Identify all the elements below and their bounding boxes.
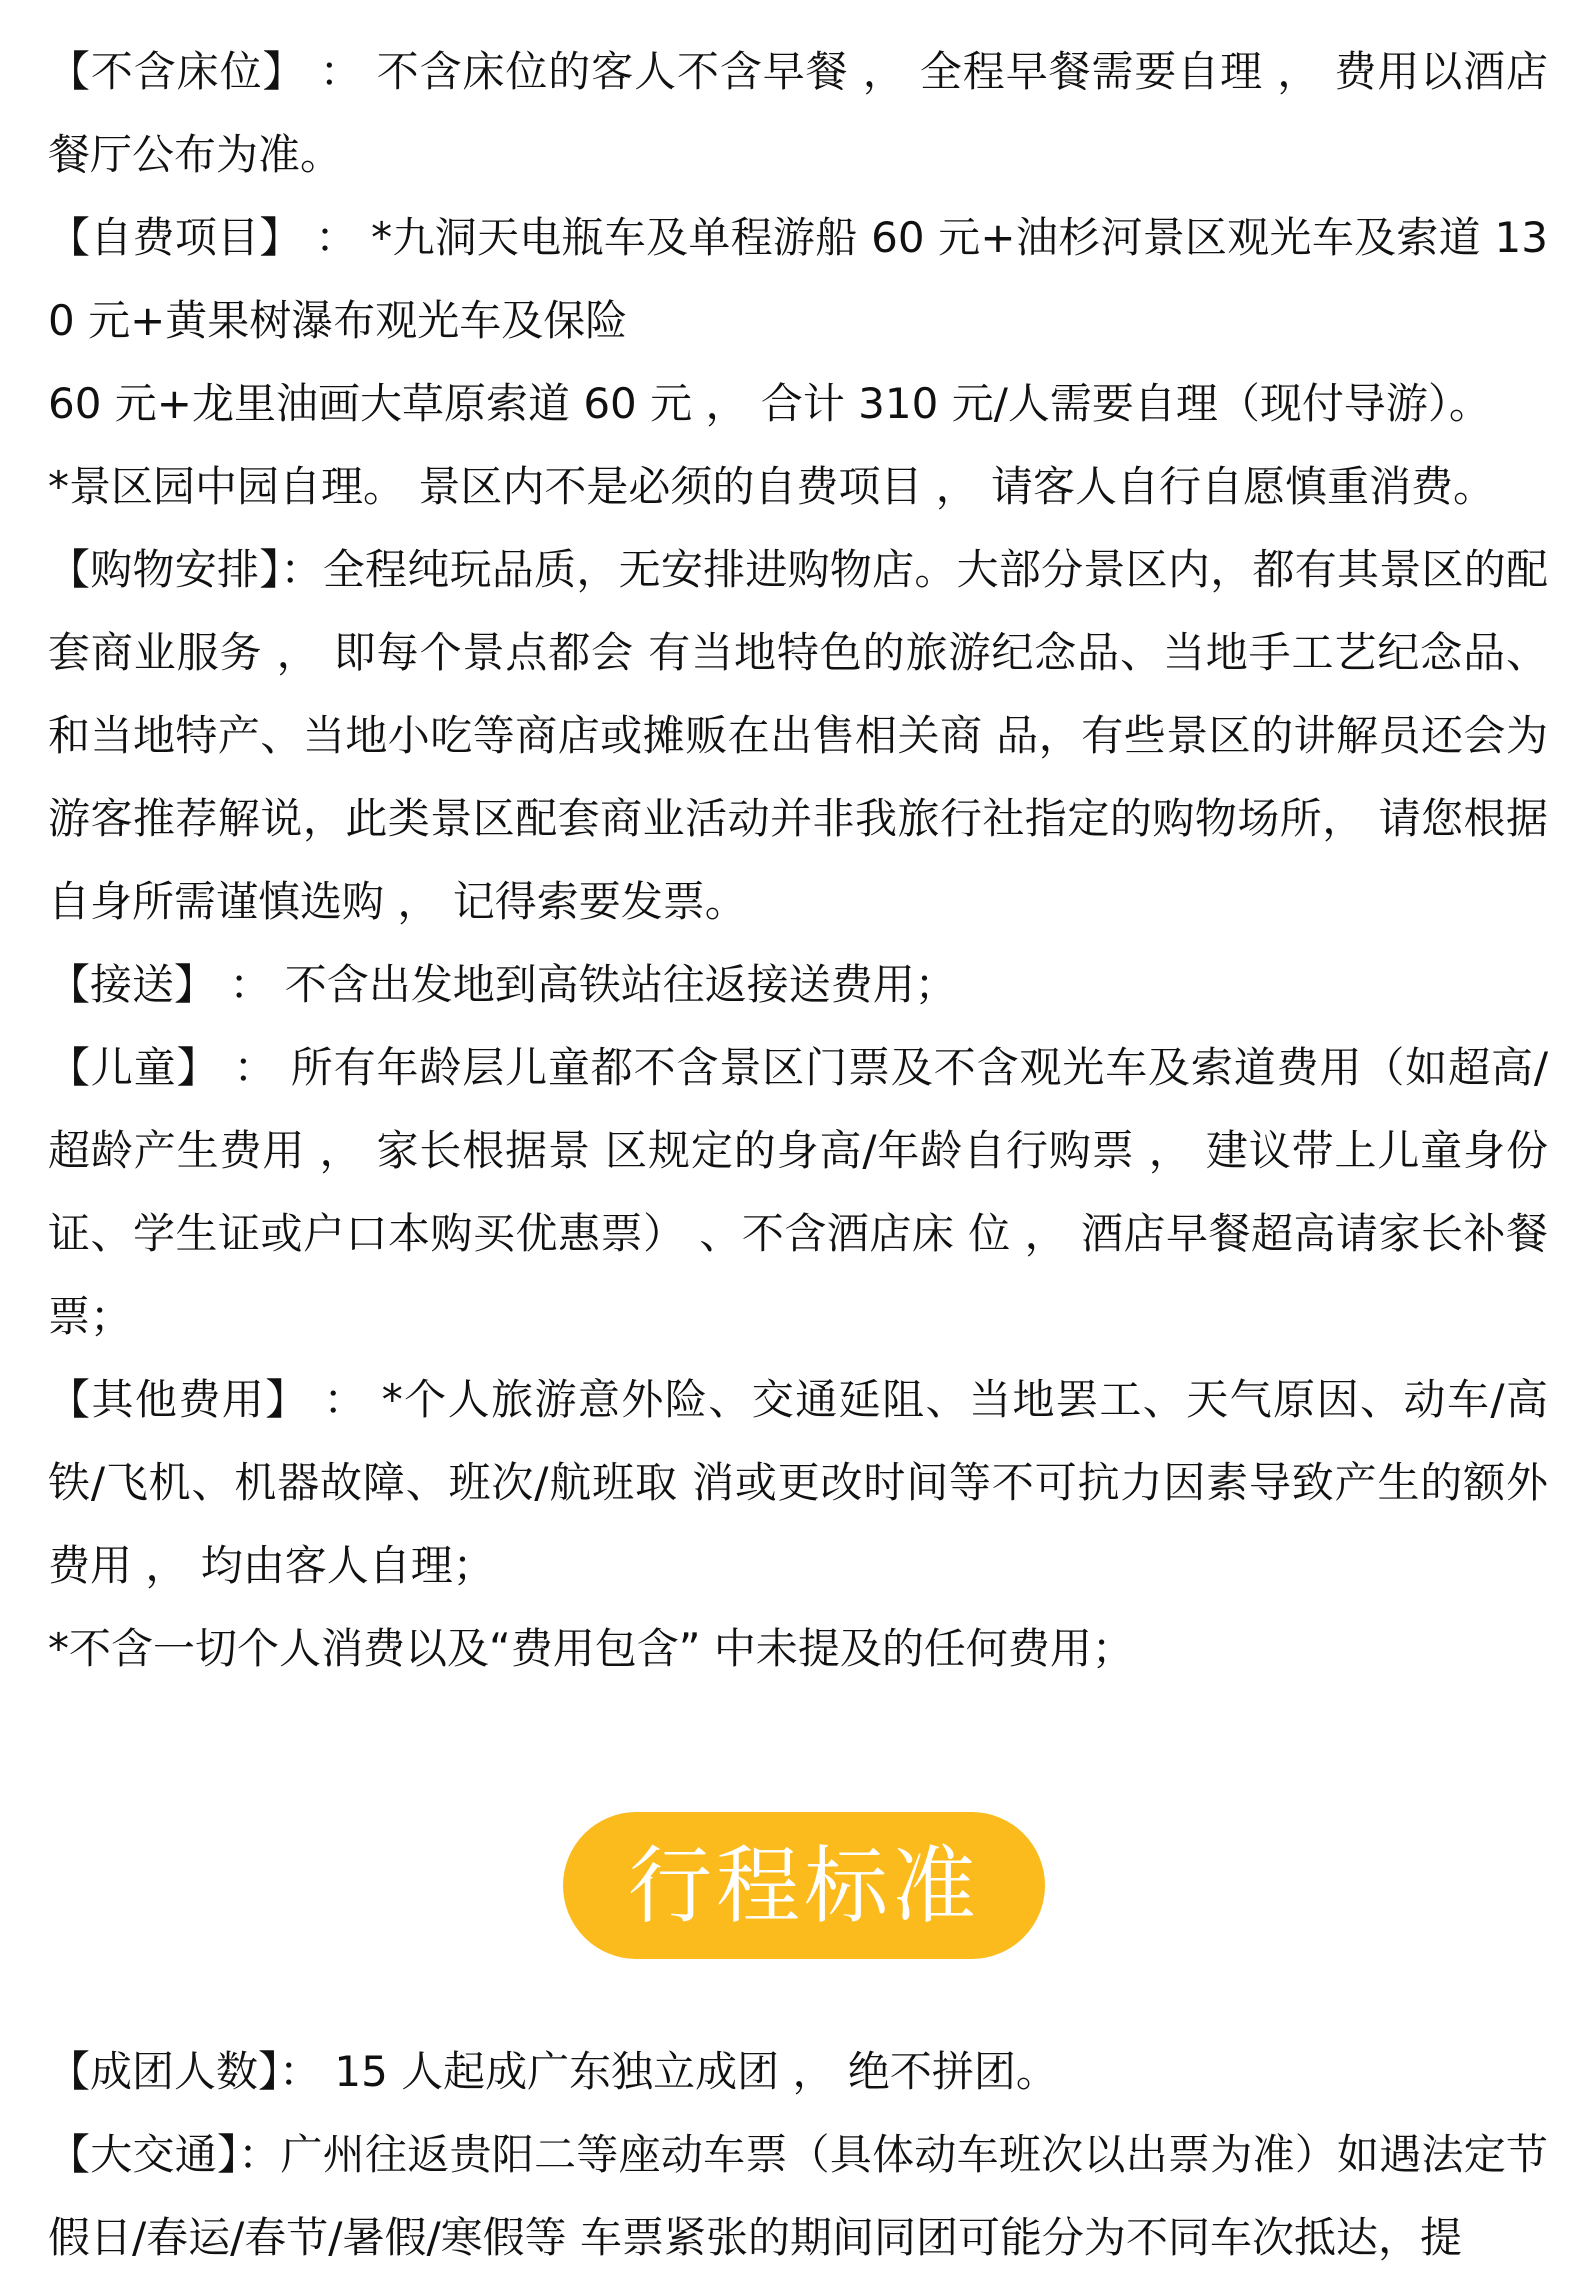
shopping-paragraph: 【购物安排】：全程纯玩品质，无安排进购物店。大部分景区内，都有其景区的配套商业服务 ， 即每个景点都会 有当地特色的旅游纪念品、当地手工艺纪念品、和当地特产、当地小吃等商店或摊贩在出售相关商 品，有些景区的讲解员还会为游客推荐解说，此类景区配套商业活动并非我旅行社指定的购物场所， 请您根据自身所需谨慎选购 ， 记得索要发票。 (48, 545, 1548, 926)
itinerary-standards-section (48, 2030, 1548, 2279)
other-fees-paragraph: 【其他费用】 ： *个人旅游意外险、交通延阻、当地罢工、天气原因、动车/高铁/飞机、机器故障、班次/航班取 消或更改时间等不可抗力因素导致产生的额外费用 ， 均由客人自理； (48, 1375, 1548, 1590)
garden-fee-paragraph: *景区园中园自理。 景区内不是必须的自费项目 ， 请客人自行自愿慎重消费。 (48, 462, 1496, 511)
group-size-paragraph: 【成团人数】： 15 人起成广东独立成团 ， 绝不拼团。 (48, 2047, 1058, 2096)
personal-expenses-paragraph: *不含一切个人消费以及“费用包含” 中未提及的任何费用； (48, 1624, 1134, 1673)
transport-paragraph: 【大交通】：广州往返贵阳二等座动车票（具体动车班次以出票为准）如遇法定节假日/春运/春节/暑假/寒假等 车票紧张的期间同团可能分为不同车次抵达，提 (48, 2130, 1548, 2262)
self-paid-items-paragraph: 【自费项目】 ： *九洞天电瓶车及单程游船 60 元+油杉河景区观光车及索道 130 元+黄果树瀑布观光车及保险 (48, 213, 1548, 345)
self-paid-total-paragraph: 60 元+龙里油画大草原索道 60 元 ， 合计 310 元/人需要自理（现付导游）。 (48, 379, 1491, 428)
fee-exclusions-section (48, 30, 1548, 1690)
children-paragraph: 【儿童】 ： 所有年龄层儿童都不含景区门票及不含观光车及索道费用（如超高/超龄产生费用 ， 家长根据景 区规定的身高/年龄自行购票 ， 建议带上儿童身份证、学生证或户口本购买优惠票） 、不含酒店床 位 ， 酒店早餐超高请家长补餐票； (48, 1043, 1548, 1341)
no-bed-paragraph: 【不含床位】 ： 不含床位的客人不含早餐 ， 全程早餐需要自理 ， 费用以酒店餐厅公布为准。 (48, 47, 1548, 179)
section-heading: 行程标准 (627, 1836, 980, 1935)
section-heading-badge (563, 1812, 1045, 1959)
transfer-paragraph: 【接送】 ： 不含出发地到高铁站往返接送费用； (48, 960, 957, 1009)
